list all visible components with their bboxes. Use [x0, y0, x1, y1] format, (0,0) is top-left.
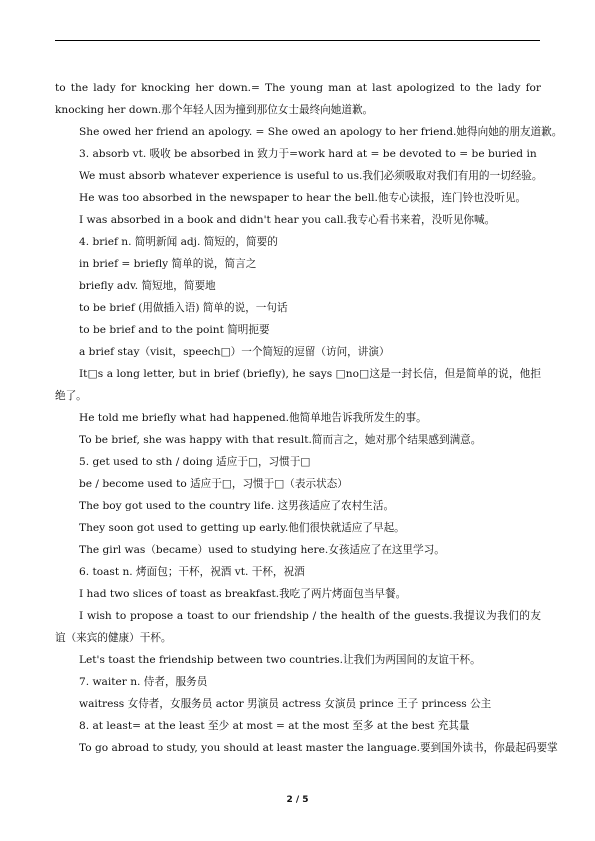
section-heading: 4. brief n. 简明新闻 adj. 简短的，简要的	[79, 236, 278, 248]
header-rule	[55, 40, 540, 41]
text-line: to the lady for knocking her down.= The young man at last apologized to the lady for knocking her down.那个年轻人因为撞到那位女士最终向她道歉。	[55, 82, 541, 116]
page-body	[55, 77, 563, 759]
text-line: a brief stay（visit，speech□）一个简短的逗留（访问，讲演）	[79, 346, 390, 358]
text-line: He told me briefly what had happened.他简单地告诉我所发生的事。	[79, 412, 427, 424]
text-line: She owed her friend an apology. = She owed an apology to her friend.她得向她的朋友道歉。	[79, 126, 563, 138]
text-line: We must absorb whatever experience is useful to us.我们必须吸取对我们有用的一切经验。	[79, 170, 543, 182]
text-line: to be brief (用做插入语) 简单的说，一句话	[79, 302, 288, 314]
text-line: I wish to propose a toast to our friendship / the health of the guests.我提议为我们的友谊（来宾的健康）干杯。	[55, 610, 541, 644]
text-line: They soon got used to getting up early.他们很快就适应了早起。	[79, 522, 405, 534]
text-line: waitress 女侍者，女服务员 actor 男演员 actress 女演员 prince 王子 princess 公主	[79, 698, 492, 710]
text-line: Let's toast the friendship between two countries.让我们为两国间的友谊干杯。	[79, 654, 481, 666]
text-line: I had two slices of toast as breakfast.我吃了两片烤面包当早餐。	[79, 588, 407, 600]
page-number: 2 / 5	[286, 795, 309, 805]
text-line: To go abroad to study, you should at least master the language.要到国外读书，你最起码要掌	[79, 742, 558, 754]
section-heading: 6. toast n. 烤面包；干杯，祝酒 vt. 干杯，祝酒	[79, 566, 305, 578]
text-line: He was too absorbed in the newspaper to hear the bell.他专心读报，连门铃也没听见。	[79, 192, 527, 204]
text-line: It□s a long letter, but in brief (briefly), he says □no□这是一封长信，但是简单的说，他拒绝了。	[55, 368, 541, 402]
section-heading: 5. get used to sth / doing 适应于□，习惯于□	[79, 456, 311, 468]
text-line: to be brief and to the point 简明扼要	[79, 324, 270, 336]
text-line: in brief = briefly 简单的说，简言之	[79, 258, 257, 270]
text-line: The girl was（became）used to studying here.女孩适应了在这里学习。	[79, 544, 445, 556]
text-line: To be brief, she was happy with that result.简而言之，她对那个结果感到满意。	[79, 434, 482, 446]
section-heading: 3. absorb vt. 吸收 be absorbed in 致力于=work hard at = be devoted to = be buried in	[79, 148, 537, 160]
section-heading: 7. waiter n. 侍者，服务员	[79, 676, 208, 688]
text-line: I was absorbed in a book and didn't hear you call.我专心看书来着，没听见你喊。	[79, 214, 496, 226]
section-heading: 8. at least= at the least 至少 at most = at the most 至多 at the best 充其量	[79, 720, 470, 732]
text-line: The boy got used to the country life. 这男孩适应了农村生活。	[79, 500, 395, 512]
text-line: be / become used to 适应于□，习惯于□（表示状态）	[79, 478, 348, 490]
text-line: briefly adv. 简短地，简要地	[79, 280, 216, 292]
